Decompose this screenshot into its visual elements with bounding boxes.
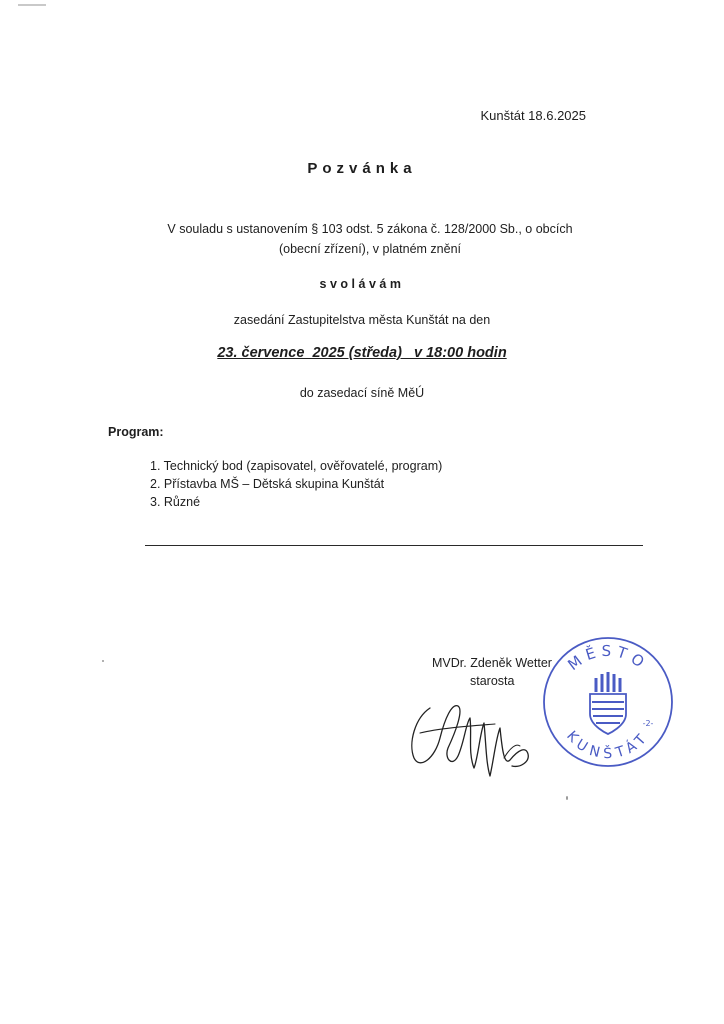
stamp-number: -2- (642, 719, 654, 728)
scan-mark (18, 4, 46, 6)
agenda-item: 3. Různé (150, 495, 201, 509)
meeting-datetime: 23. července 2025 (středa) v 18:00 hodin (217, 345, 507, 361)
legal-basis-paragraph (90, 219, 650, 259)
official-stamp (540, 634, 676, 770)
signer-name: MVDr. Zdeněk Wetter (432, 656, 552, 670)
program-label: Program: (108, 425, 164, 439)
handwritten-signature (400, 688, 550, 788)
agenda-list (150, 457, 442, 511)
scan-speck (102, 660, 104, 662)
place-date: Kunštát 18.6.2025 (480, 108, 586, 123)
signer-role: starosta (470, 674, 515, 688)
coat-of-arms-icon (590, 672, 626, 734)
legal-basis-line-2: (obecní zřízení), v platném znění (278, 242, 462, 256)
sitting-text: zasedání Zastupitelstva města Kunštát na den (233, 313, 491, 327)
separator-line (145, 545, 643, 546)
document-title: Pozvánka (307, 160, 417, 177)
agenda-item: 2. Přístavba MŠ – Dětská skupina Kunštát (150, 477, 385, 491)
agenda-item: 1. Technický bod (zapisovatel, ověřovatelé, program) (150, 459, 443, 473)
scan-speck (566, 796, 568, 800)
legal-basis-line-1: V souladu s ustanovením § 103 odst. 5 zákona č. 128/2000 Sb., o obcích (167, 222, 573, 236)
convene-word: svolávám (319, 277, 405, 291)
stamp-bottom-text: KUNŠTÁT (563, 728, 653, 763)
meeting-venue: do zasedací síně MěÚ (299, 386, 425, 400)
stamp-top-text: MĚSTO (564, 641, 652, 675)
